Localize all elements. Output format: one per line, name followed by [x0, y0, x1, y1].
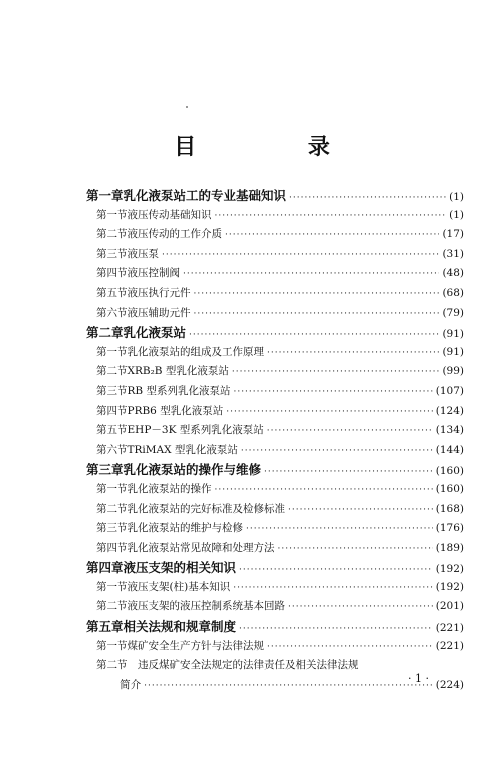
toc-page-number: (91): [442, 328, 464, 341]
dot-leader: [226, 403, 433, 423]
toc-page-number: (168): [435, 502, 464, 515]
toc-entry-number: 第五章: [86, 619, 124, 635]
dot-leader: [267, 638, 433, 658]
page-title: 目 录: [174, 134, 382, 160]
toc-entry-number: 第一节: [96, 482, 128, 495]
toc-entry-number: 第二节: [96, 365, 128, 378]
toc-page-number: (107): [435, 384, 464, 397]
toc-entry-number: 第一节: [96, 580, 128, 593]
toc-entry-title: 液压控制阀: [127, 267, 180, 280]
toc-page-number: (134): [435, 424, 464, 437]
dot-leader: [278, 540, 433, 560]
dot-leader: [267, 344, 439, 364]
toc-entry-title: 乳化液泵站工的专业基础知识: [123, 188, 287, 203]
toc-entry-title: 相关法规和规章制度: [123, 619, 237, 635]
toc-entry-title: 简介: [120, 678, 142, 691]
toc-entry-number: 第三节: [96, 384, 128, 397]
dot-leader: [225, 226, 439, 246]
toc-section-row: [86, 500, 464, 520]
dot-leader: [162, 246, 439, 266]
toc-entry-title: 液压执行元件: [127, 286, 191, 299]
toc-section-row: [86, 597, 464, 617]
toc-page-number: (68): [442, 286, 464, 299]
toc-entry-title: RB 型系列乳化液泵站: [127, 384, 231, 397]
toc-section-row: [86, 539, 464, 559]
toc-entry-title: 液压传动的工作介质: [127, 228, 222, 241]
toc-entry-title: 乳化液泵站的完好标准及检修标准: [127, 502, 285, 515]
toc-entry-title: 违反煤矿安全法规定的法律责任及相关法律法规: [138, 659, 359, 672]
toc-entry-number: 第二节: [96, 502, 128, 515]
toc-page-number: (176): [435, 522, 464, 535]
toc-chapter-row: [86, 460, 464, 480]
dot-leader: [232, 363, 440, 383]
toc-entry-title: 乳化液泵站的操作: [127, 482, 212, 495]
toc-section-row: [86, 206, 464, 226]
toc-section-row: [86, 284, 464, 304]
toc-entry-title: 液压支架(柱)基本知识: [127, 580, 231, 593]
toc-entry-title: 液压支架的相关知识: [123, 560, 237, 576]
toc-entry-title: 乳化液泵站的维护与检修: [127, 522, 243, 535]
toc-section-row: [86, 480, 464, 500]
toc-page-number: (48): [442, 267, 464, 280]
toc-chapter-row: [86, 617, 464, 637]
toc-entry-number: 第四章: [86, 560, 124, 576]
dot-leader: [144, 677, 433, 697]
dot-leader: [215, 207, 447, 227]
toc-page-number: (160): [435, 482, 464, 495]
dot-leader: [215, 481, 433, 501]
toc-section-row: [86, 382, 464, 402]
toc-entry-title: 液压传动基础知识: [127, 208, 212, 221]
toc-entry-number: 第五节: [96, 424, 128, 437]
toc-page-number: (1): [449, 191, 464, 203]
toc-entry-number: 第五节: [96, 286, 128, 299]
dot-leader: [241, 442, 433, 462]
toc-section-row: [86, 421, 464, 441]
toc-section-row: [86, 362, 464, 382]
toc-section-row: [86, 402, 464, 422]
toc-page-number: (224): [435, 678, 464, 691]
toc-page-number: (31): [442, 247, 464, 260]
toc-entry-number: 第一节: [96, 208, 128, 221]
toc-entry-number: 第一章: [86, 188, 124, 203]
toc-page-number: (79): [442, 306, 464, 319]
toc-page-number: (160): [435, 465, 464, 478]
toc-entry-title: 液压泵: [127, 247, 159, 260]
page-number: · 1 ·: [408, 672, 429, 685]
toc-entry-number: 第三章: [86, 462, 124, 478]
toc-entry-number: 第四节: [96, 541, 128, 554]
toc-entry-number: 第二节: [96, 228, 128, 241]
toc-page-number: (144): [435, 443, 464, 456]
dot-leader: [246, 520, 433, 540]
toc-entry-title: 乳化液泵站的组成及工作原理: [127, 345, 264, 358]
toc-page-number: (221): [435, 639, 464, 652]
toc-page-number: (192): [435, 563, 464, 576]
toc-section-row: [86, 578, 464, 598]
dot-leader: [194, 285, 440, 305]
toc-entry-title: 乳化液泵站的操作与维修: [123, 462, 262, 478]
toc-entry-number: 第三节: [96, 522, 128, 535]
toc-entry-title: 煤矿安全生产方针与法律法规: [127, 639, 264, 652]
toc-section-row: [86, 225, 464, 245]
dot-leader: [194, 305, 440, 325]
toc-section-row: [86, 637, 464, 657]
toc-page-number: (192): [435, 580, 464, 593]
dot-leader: [288, 598, 433, 618]
dot-leader: [267, 422, 433, 442]
toc-page-number: (99): [442, 365, 464, 378]
toc-entry-number: 第一节: [96, 639, 128, 652]
toc-entry-title: TRiMAX 型乳化液泵站: [127, 443, 238, 456]
toc-chapter-row: [86, 323, 464, 343]
toc-entry-title: 液压辅助元件: [127, 306, 191, 319]
toc-section-row: [86, 264, 464, 284]
toc-page-number: (124): [435, 404, 464, 417]
dot-leader: [288, 501, 433, 521]
toc-page-number: (1): [449, 208, 464, 221]
toc-chapter-row: [86, 186, 464, 206]
toc-entry-number: 第一节: [96, 345, 128, 358]
toc-entry-title: 液压支架的液压控制系统基本回路: [127, 600, 285, 613]
toc-entry-title: 乳化液泵站: [123, 325, 187, 341]
toc-section-row: [86, 245, 464, 265]
dot-leader: [233, 579, 433, 599]
toc-entry-number: 第六节: [96, 443, 128, 456]
toc-entry-title: 乳化液泵站常见故障和处理方法: [127, 541, 275, 554]
toc-page-number: (91): [442, 345, 464, 358]
toc-page-number: (189): [435, 541, 464, 554]
toc-page-number: (221): [435, 622, 464, 635]
table-of-contents: [86, 186, 464, 695]
toc-entry-title: EHP－3K 型系列乳化液泵站: [127, 424, 264, 437]
dot-leader: [183, 265, 439, 285]
toc-entry-number: 第四节: [96, 404, 128, 417]
toc-page-number: (17): [442, 228, 464, 241]
toc-entry-title: XRB₂B 型乳化液泵站: [127, 365, 229, 378]
toc-entry-number: 第二节: [96, 659, 128, 672]
toc-chapter-row: [86, 558, 464, 578]
toc-section-row: [86, 304, 464, 324]
dot-leader: [233, 383, 432, 403]
toc-section-row: [86, 519, 464, 539]
toc-section-row: [86, 441, 464, 461]
scan-speck: [186, 106, 188, 108]
toc-entry-number: 第三节: [96, 247, 128, 260]
toc-entry-title: PRB6 型乳化液泵站: [127, 404, 224, 417]
toc-entry-number: 第二章: [86, 325, 124, 341]
toc-page-number: (201): [435, 600, 464, 613]
toc-entry-number: 第六节: [96, 306, 128, 319]
toc-entry-number: 第四节: [96, 267, 128, 280]
toc-entry-number: 第二节: [96, 600, 128, 613]
toc-section-row: [86, 343, 464, 363]
